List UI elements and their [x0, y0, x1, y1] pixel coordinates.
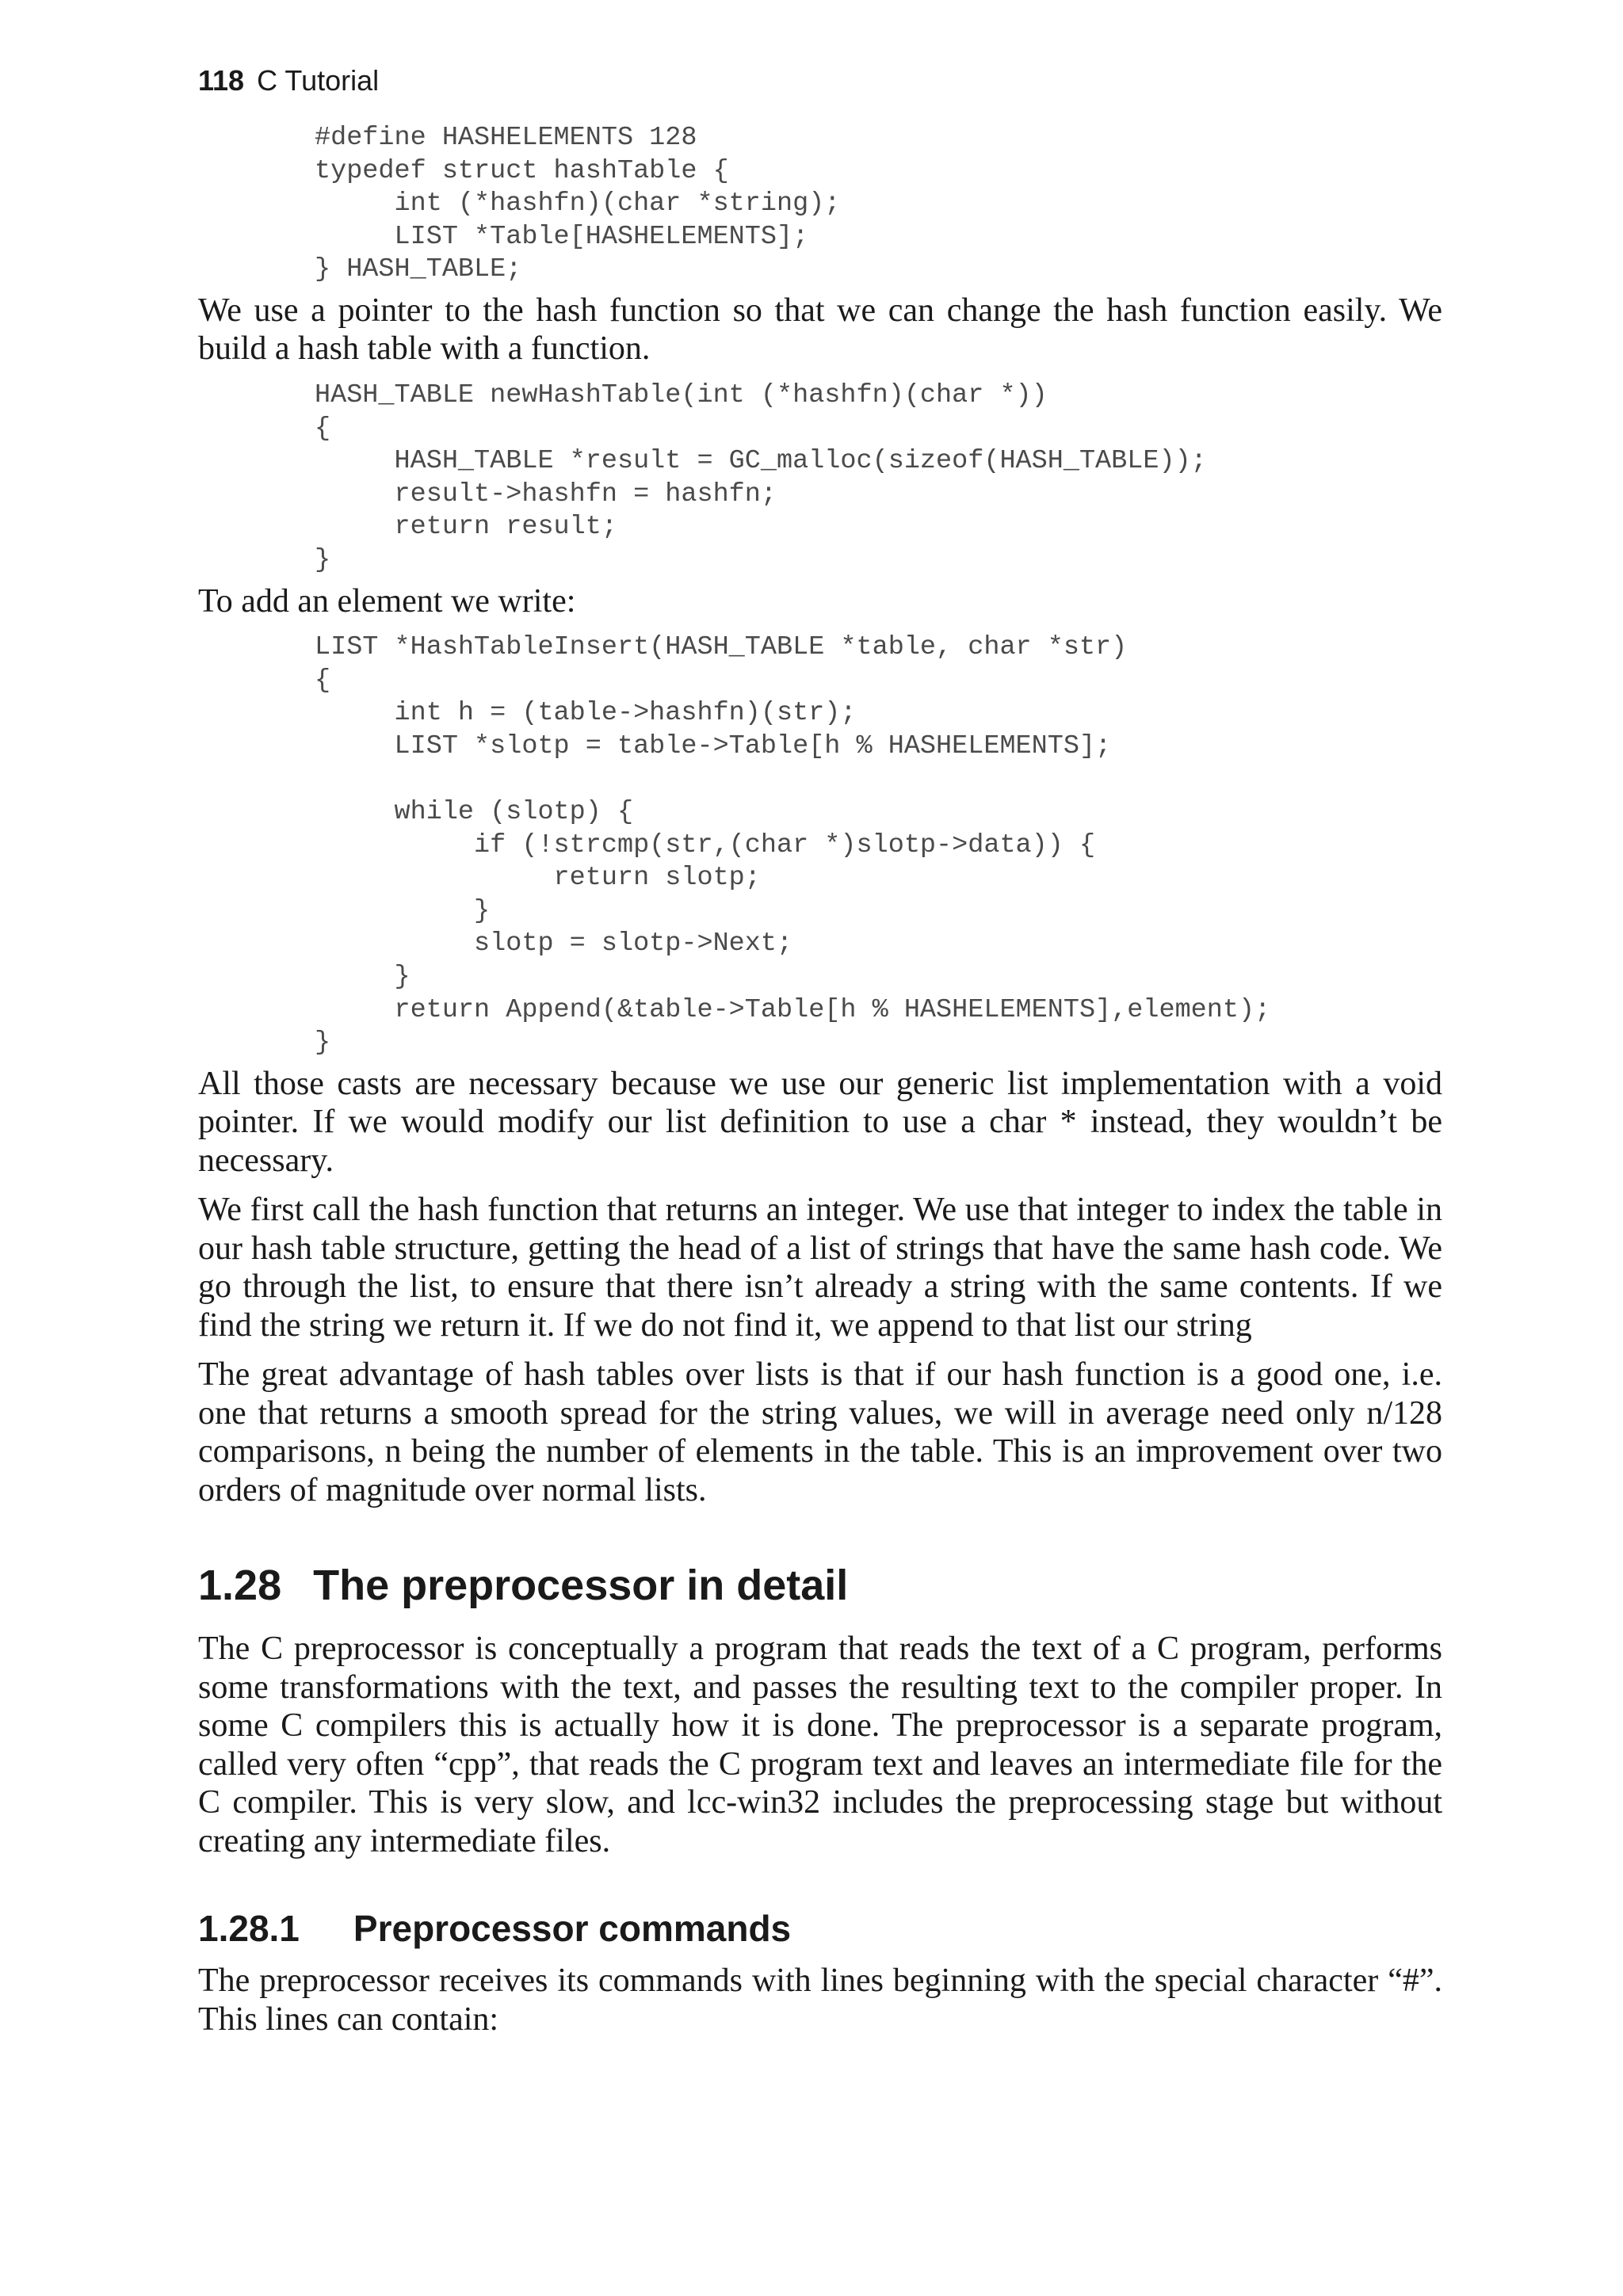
- paragraph-hash-function-call: We first call the hash function that returns an integer. We use that integer to index the table in our hash table structure, getting the head of a list of strings that have the same hash code. We go through the list, to ensure that there isn’t already a string with the same contents. If we find the string we return it. If we do not find it, we append to that list our string: [198, 1192, 1442, 1344]
- code-block-new-hash-table: HASH_TABLE newHashTable(int (*hashfn)(char *)) { HASH_TABLE *result = GC_malloc(sizeof(HASH_TABLE)); result->hashfn = hashfn; return result; }: [315, 379, 1207, 575]
- section-heading: [198, 1560, 1442, 1611]
- subsection-heading: [198, 1906, 1442, 1951]
- paragraph-preprocessor-intro: The C preprocessor is conceptually a program that reads the text of a C program, performs some transformations with the text, and passes the resulting text to the compiler proper. In some C compilers this is actually how it is done. The preprocessor is a separate program, called very often “cpp”, that reads the C program text and leaves an intermediate file for the C compiler. This is very slow, and lcc-win32 includes the preprocessing stage but without creating any intermediate files.: [198, 1630, 1442, 1859]
- paragraph-preprocessor-commands: The preprocessor receives its commands with lines beginning with the special character “#”. This lines can contain:: [198, 1962, 1442, 2038]
- running-head: [198, 63, 1442, 98]
- code-block-hash-table-insert: LIST *HashTableInsert(HASH_TABLE *table, char *str) { int h = (table->hashfn)(str); LIST *slotp = table->Table[h % HASHELEMENTS]; while (slotp) { if (!strcmp(str,(char *)slotp->data)) { return slotp; } slotp = slotp->Next; } return Append(&table->Table[h % HASHELEMENTS],element); }: [315, 632, 1271, 1058]
- section-title: The preprocessor in detail: [313, 1562, 849, 1610]
- section-number: 1.28: [198, 1562, 282, 1610]
- subsection-title: Preprocessor commands: [353, 1908, 792, 1950]
- code-block-hash-table-struct: #define HASHELEMENTS 128 typedef struct hashTable { int (*hashfn)(char *string); LIST *Table[HASHELEMENTS]; } HASH_TABLE;: [315, 123, 841, 285]
- paragraph-casts: All those casts are necessary because we use our generic list implementation with a void pointer. If we would modify our list definition to use a char * instead, they wouldn’t be necessary.: [198, 1065, 1442, 1179]
- page-number: 118: [198, 64, 245, 97]
- paragraph-add-element: To add an element we write:: [198, 582, 576, 620]
- paragraph-hash-advantage: The great advantage of hash tables over lists is that if our hash function is a good one, i.e. one that returns a smooth spread for the string values, we will in average need only n/128 comparisons, n being the number of elements in the table. This is an improvement over two orders of magnitude over normal lists.: [198, 1356, 1442, 1508]
- paragraph-hash-function-pointer: We use a pointer to the hash function so that we can change the hash function easily. We build a hash table with a function.: [198, 292, 1442, 368]
- running-title: C Tutorial: [257, 64, 380, 97]
- subsection-number: 1.28.1: [198, 1908, 300, 1950]
- page: [198, 63, 1442, 2050]
